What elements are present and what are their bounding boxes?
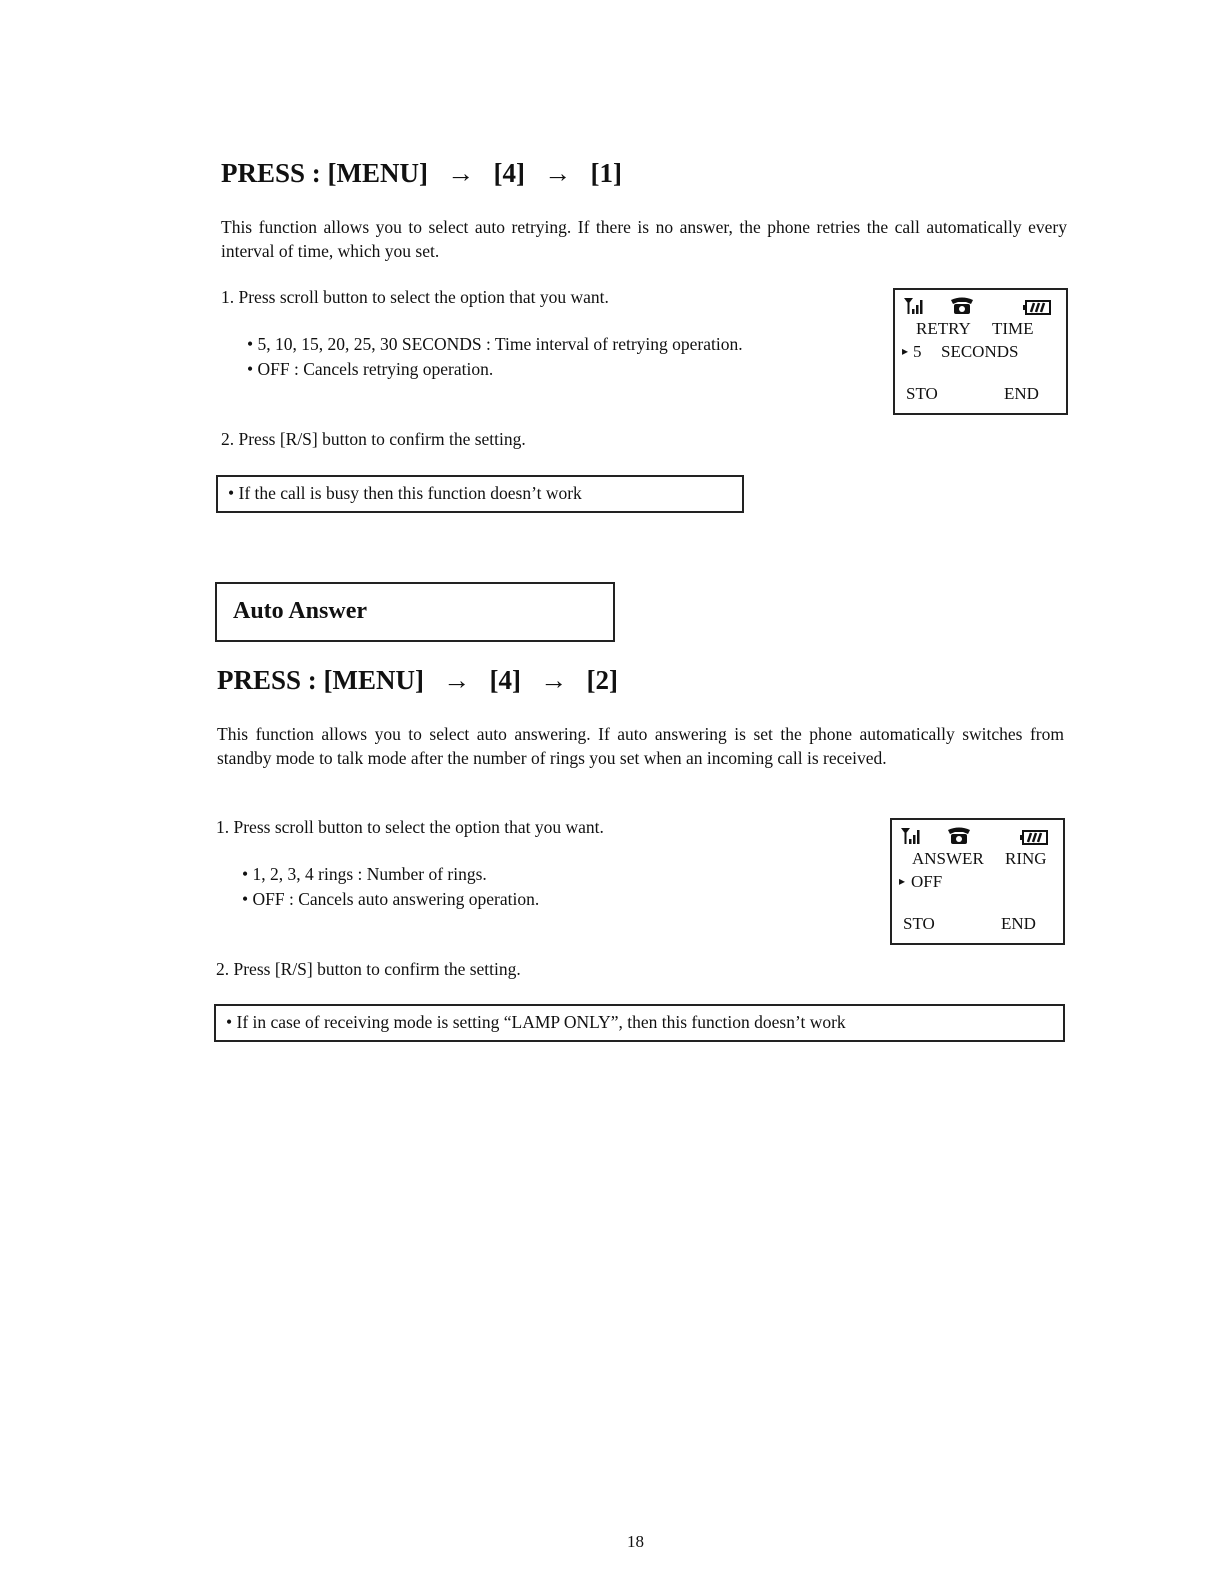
section2-bullet-rings: • 1, 2, 3, 4 rings : Number of rings. <box>242 864 487 884</box>
lcd-line1-right: RING <box>1005 849 1047 868</box>
section2-description: This function allows you to select auto answering. If auto answering is set the phone automatically switches from standby mode to talk mode after the number of rings you set when an incoming call is received. <box>217 724 1064 768</box>
lcd-display-retry <box>893 288 1068 415</box>
lcd-line1-right: TIME <box>992 319 1034 338</box>
press-label: PRESS : [MENU] <box>217 665 424 695</box>
lcd-status-icons <box>903 296 1053 316</box>
battery-icon <box>1023 301 1050 314</box>
right-arrow-icon: → <box>447 158 475 188</box>
lcd-softkey-left: STO <box>903 914 935 933</box>
key-label: [2] <box>586 665 618 695</box>
section-title: Auto Answer <box>233 598 368 624</box>
lcd-cursor-icon: ▸ <box>902 344 909 358</box>
battery-icon <box>1020 831 1047 844</box>
section2-note-box <box>214 1004 1065 1042</box>
key-label: [4] <box>493 158 525 188</box>
section1-note-box <box>216 475 744 513</box>
right-arrow-icon: → <box>544 158 572 188</box>
lcd-line2-value: OFF <box>911 872 943 891</box>
antenna-signal-icon <box>904 298 923 314</box>
section1-press-heading <box>221 158 622 189</box>
section1-description: This function allows you to select auto retrying. If there is no answer, the phone retries the call automatically every interval of time, which you set. <box>221 217 1067 261</box>
right-arrow-icon: → <box>540 665 568 695</box>
section1-bullet-intervals: • 5, 10, 15, 20, 25, 30 SECONDS : Time interval of retrying operation. <box>247 334 743 354</box>
section1-bullet-off: • OFF : Cancels retrying operation. <box>247 359 494 379</box>
right-arrow-icon: → <box>443 665 471 695</box>
phone-icon <box>951 298 973 315</box>
lcd-softkey-right: END <box>1004 384 1039 403</box>
phone-icon <box>948 828 970 845</box>
press-label: PRESS : [MENU] <box>221 158 428 188</box>
note-text: • If in case of receiving mode is setting “LAMP ONLY”, then this function doesn’t work <box>226 1012 846 1032</box>
page-number: 18 <box>627 1532 644 1551</box>
section1-step2: 2. Press [R/S] button to confirm the setting. <box>221 429 526 449</box>
lcd-display-answer <box>890 818 1065 945</box>
lcd-cursor-icon: ▸ <box>899 874 906 888</box>
section2-press-heading <box>217 665 618 696</box>
antenna-signal-icon <box>901 828 920 844</box>
lcd-line1-left: ANSWER <box>912 849 984 868</box>
section2-bullet-off: • OFF : Cancels auto answering operation. <box>242 889 540 909</box>
lcd-line2-value: 5 <box>913 342 922 361</box>
lcd-status-icons <box>900 826 1050 846</box>
section2-title-box <box>215 582 615 642</box>
section2-step2: 2. Press [R/S] button to confirm the setting. <box>216 959 521 979</box>
key-label: [1] <box>590 158 622 188</box>
key-label: [4] <box>489 665 521 695</box>
section2-step1: 1. Press scroll button to select the option that you want. <box>216 817 604 837</box>
section1-step1: 1. Press scroll button to select the option that you want. <box>221 287 609 307</box>
lcd-softkey-right: END <box>1001 914 1036 933</box>
lcd-line1-left: RETRY <box>916 319 971 338</box>
lcd-line2-unit: SECONDS <box>941 342 1019 361</box>
lcd-softkey-left: STO <box>906 384 938 403</box>
note-text: • If the call is busy then this function doesn’t work <box>228 483 582 503</box>
